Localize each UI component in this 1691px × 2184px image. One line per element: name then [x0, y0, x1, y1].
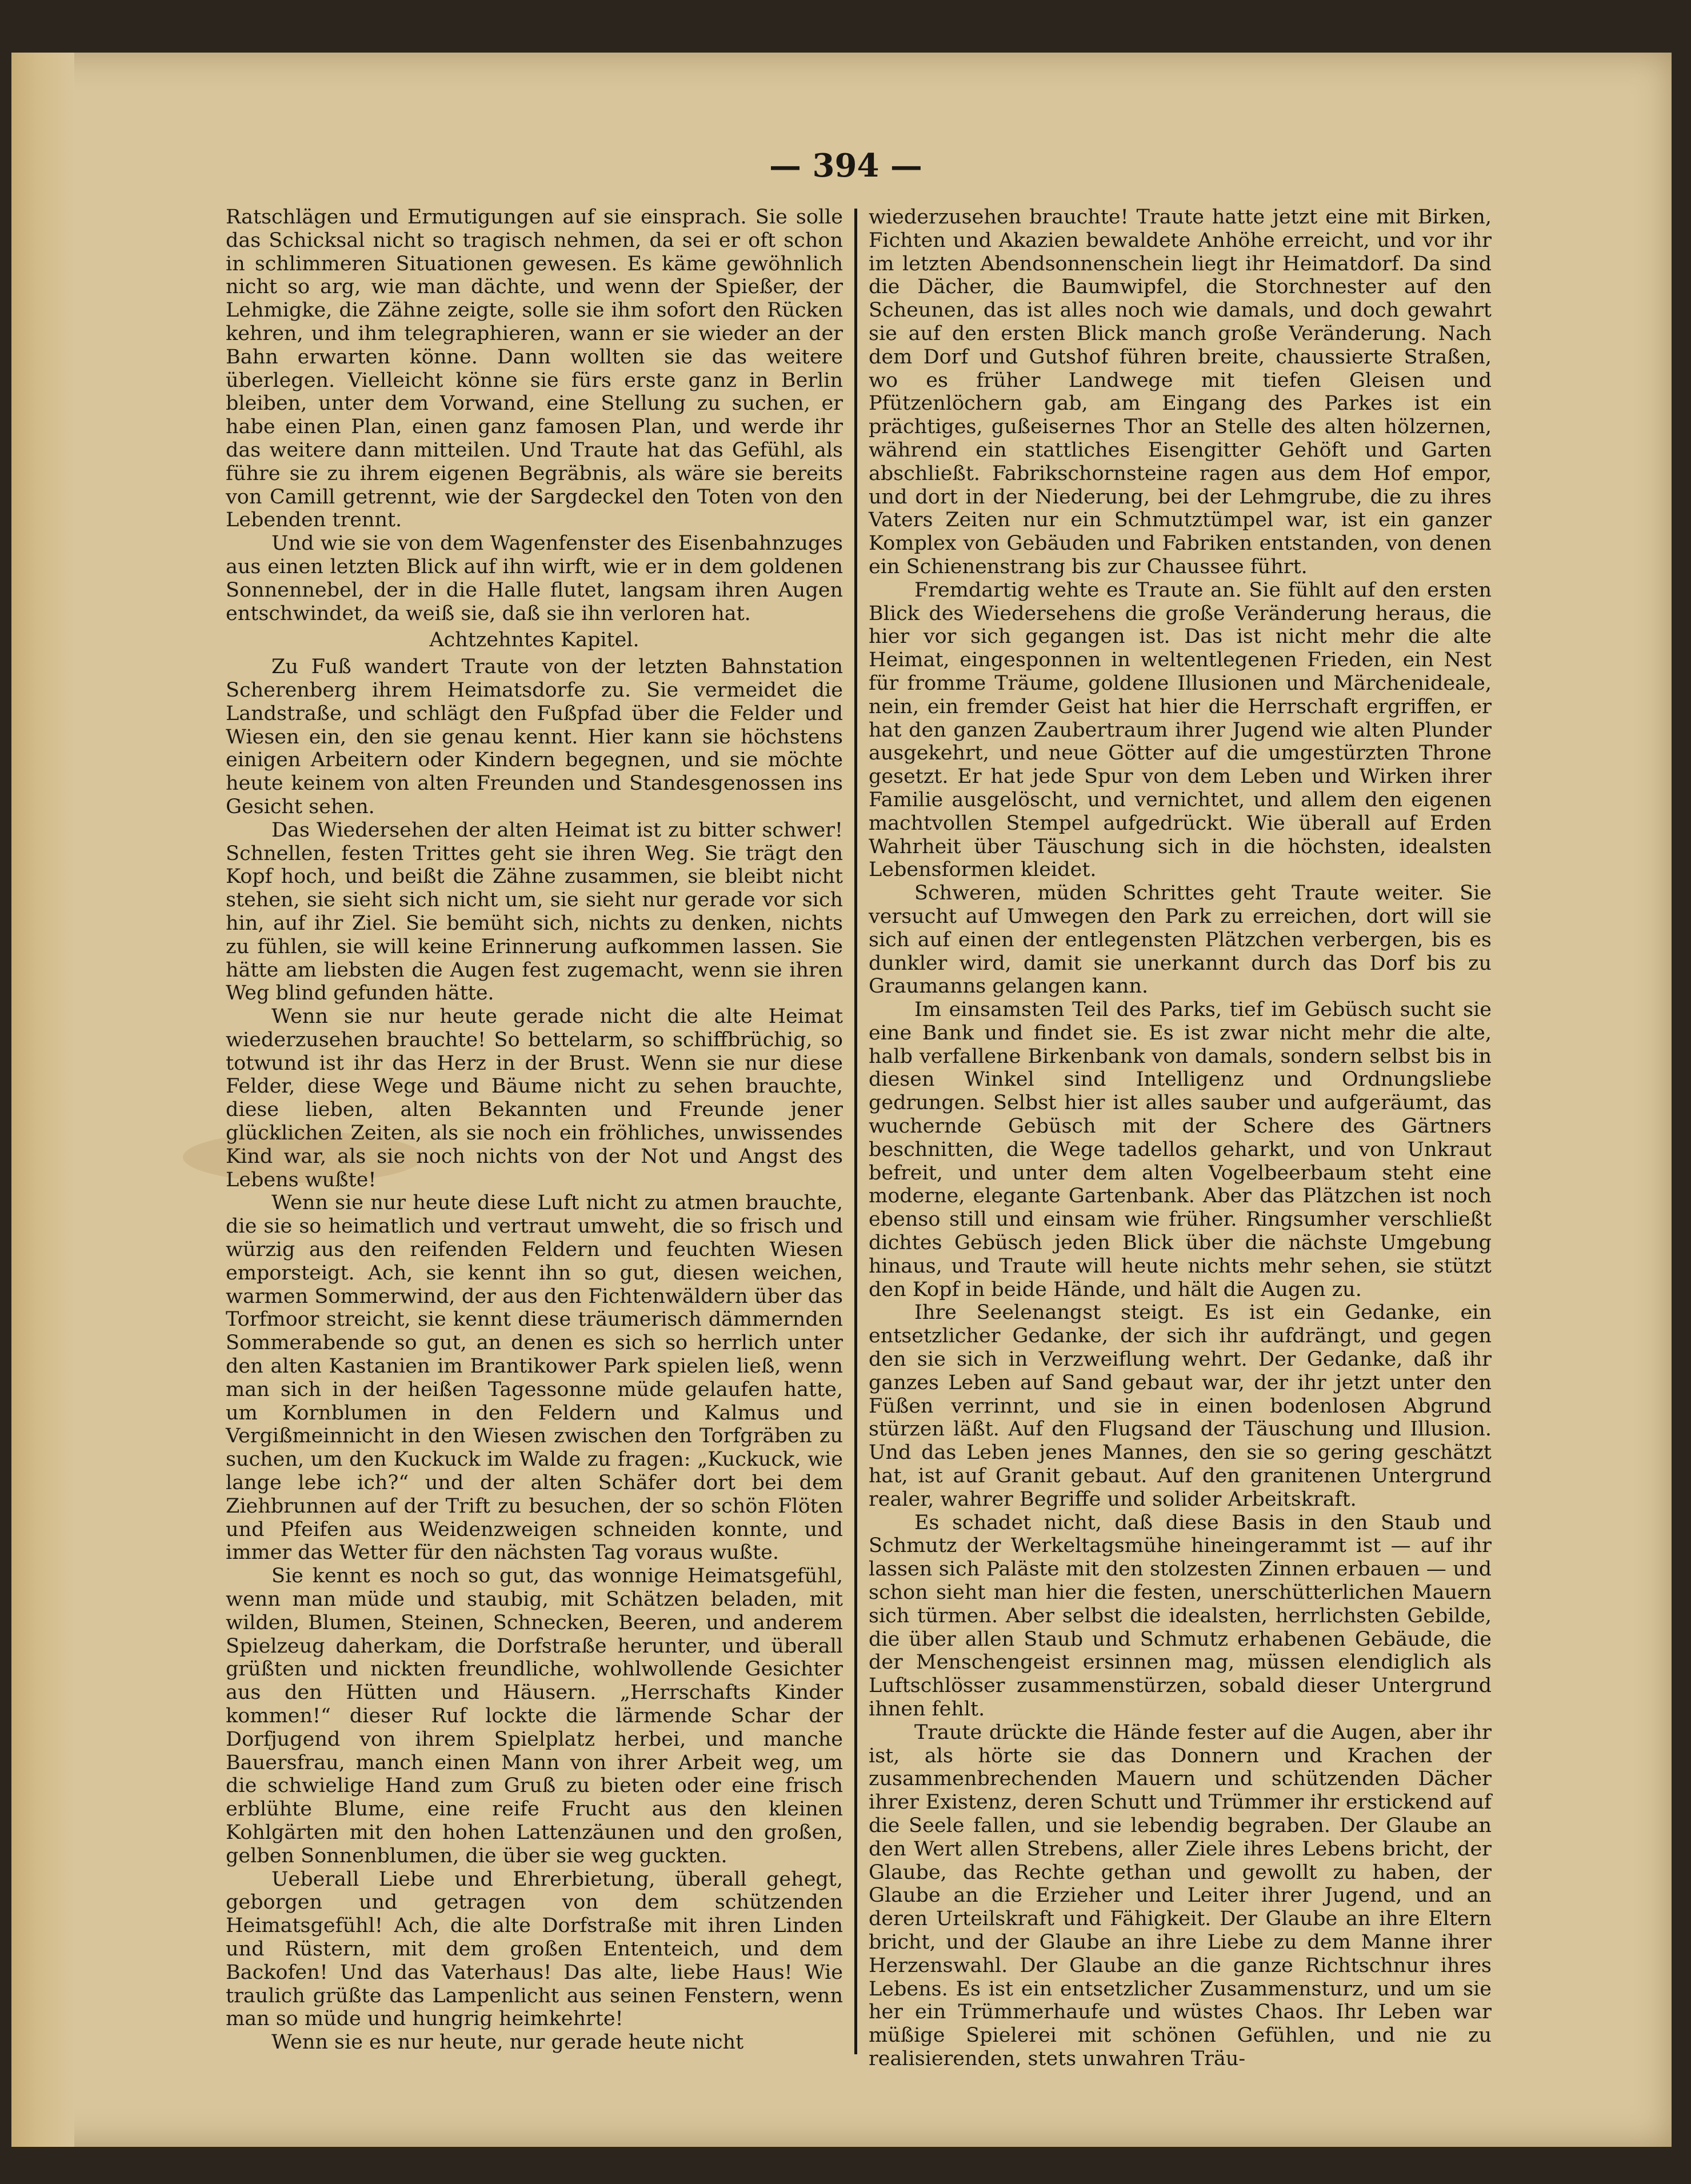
right-text-column	[869, 206, 1492, 2070]
paragraph: Es schadet nicht, daß diese Basis in den Staub und Schmutz der Werkeltagsmühe hineingerammt ist — auf ihr lassen sich Paläste mit den stolzesten Zinnen erbauen — und schon sieht man hier die festen, unerschütterlichen Mauern sich türmen. Aber selbst die idealsten, herrlichsten Gebilde, die über allen Staub und Schmutz erhabenen Gebäude, die der Menschengeist ersinnen mag, müssen elendiglich als Luftschlösser zusammenstürzen, sobald dieser Untergrund ihnen fehlt.	[869, 1511, 1492, 1721]
paragraph: Wenn sie nur heute gerade nicht die alte Heimat wiederzusehen brauchte! So bettelarm, so schiffbrüchig, so totwund ist ihr das Herz in der Brust. Wenn sie nur diese Felder, diese Wege und Bäume nicht zu sehen brauchte, diese lieben, alten Bekannten und Freunde jener glücklichen Zeiten, als sie noch ein fröhliches, unwissendes Kind war, als sie noch nichts von der Not und Angst des Lebens wußte!	[226, 1005, 843, 1191]
paragraph: Wenn sie es nur heute, nur gerade heute nicht	[271, 2031, 744, 2054]
paragraph: Im einsamsten Teil des Parks, tief im Gebüsch sucht sie eine Bank und findet sie. Es ist zwar nicht mehr die alte, halb verfallene Birkenbank von damals, sondern selbst bis in diesen Winkel sind Intelligenz und Ordnungsliebe gedrungen. Selbst hier ist alles sauber und aufgeräumt, das wuchernde Gebüsch mit der Schere des Gärtners beschnitten, die Wege tadellos geharkt, und von Unkraut befreit, und unter dem alten Vogelbeerbaum steht eine moderne, elegante Gartenbank. Aber das Plätzchen ist noch ebenso still und einsam wie früher. Ringsumher verschließt dichtes Gebüsch jeden Blick über die nächste Umgebung hinaus, und Traute will heute nichts mehr sehen, sie stützt den Kopf in beide Hände, und hält die Augen zu.	[869, 998, 1492, 1301]
paragraph: Ratschlägen und Ermutigungen auf sie einsprach. Sie solle das Schicksal nicht so tragisch nehmen, da sei er oft schon in schlimmeren Situationen gewesen. Es käme gewöhnlich nicht so arg, wie man dächte, und wenn der Spießer, der Lehmigke, die Zähne zeigte, solle sie ihm sofort den Rücken kehren, und ihm telegraphieren, wann er sie wieder an der Bahn erwarten könne. Dann wollten sie das weitere überlegen. Vielleicht könne sie fürs erste ganz in Berlin bleiben, unter dem Vorwand, eine Stellung zu suchen, er habe einen Plan, einen ganz famosen Plan, und werde ihr das weitere dann mitteilen. Und Traute hat das Gefühl, als führe sie zu ihrem eigenen Begräbnis, als wäre sie bereits von Camill getrennt, wie der Sargdeckel den Toten von den Lebenden trennt.	[226, 206, 843, 532]
paragraph: Schweren, müden Schrittes geht Traute weiter. Sie versucht auf Umwegen den Park zu erreichen, dort will sie sich auf einen der entlegensten Plätzchen verbergen, bis es dunkler wird, damit sie unerkannt durch das Dorf bis zu Graumanns gelangen kann.	[869, 882, 1492, 998]
left-text-column	[226, 206, 843, 2057]
paragraph: Ihre Seelenangst steigt. Es ist ein Gedanke, ein entsetzlicher Gedanke, der sich ihr aufdrängt, und gegen den sie sich in Verzweiflung wehrt. Der Gedanke, daß ihr ganzes Leben auf Sand gebaut war, der ihr jetzt unter den Füßen verrinnt, und sie in einen bodenlosen Abgrund stürzen läßt. Auf den Flugsand der Täuschung und Illusion. Und das Leben jenes Mannes, den sie so gering geschätzt hat, ist auf Granit gebaut. Auf den granitenen Untergrund realer, wahrer Begriffe und solider Arbeitskraft.	[869, 1301, 1492, 1511]
paragraph: Fremdartig wehte es Traute an. Sie fühlt auf den ersten Blick des Wiedersehens die große Veränderung heraus, die hier vor sich gegangen ist. Das ist nicht mehr die alte Heimat, eingesponnen in weltentlegenen Frieden, ein Nest für fromme Träume, goldene Illusionen und Märchenideale, nein, ein fremder Geist hat hier die Herrschaft ergriffen, er hat den ganzen Zaubertraum ihrer Jugend wie alten Plunder ausgekehrt, und neue Götter auf die umgestürzten Throne gesetzt. Er hat jede Spur von dem Leben und Wirken ihrer Familie ausgelöscht, und vernichtet, und allem den eigenen machtvollen Stempel aufgedrückt. Wie überall auf Erden Wahrheit über Täuschung sich in die höchsten, idealsten Lebensformen kleidet.	[869, 578, 1492, 882]
column-divider	[854, 209, 857, 2054]
paragraph: wiederzusehen brauchte! Traute hatte jetzt eine mit Birken, Fichten und Akazien bewaldete Anhöhe erreicht, und vor ihr im letzten Abendsonnenschein liegt ihr Heimatdorf. Da sind die Dächer, die Baumwipfel, die Storchnester auf den Scheunen, das ist alles noch wie damals, und doch gewahrt sie auf den ersten Blick manch große Veränderung. Nach dem Dorf und Gutshof führen breite, chaussierte Straßen, wo es früher Landwege mit tiefen Gleisen und Pfützenlöchern gab, am Eingang des Parkes ist ein prächtiges, gußeisernes Thor an Stelle des alten hölzernen, während ein stattliches Eisengitter Gehöft und Garten abschließt. Fabrikschornsteine ragen aus dem Hof empor, und dort in der Niederung, bei der Lehmgrube, die zu ihres Vaters Zeiten nur ein Schmutztümpel war, ist ein ganzer Komplex von Gebäuden und Fabriken entstanden, von denen ein Schienenstrang bis zur Chaussee führt.	[869, 206, 1492, 578]
paragraph: Ueberall Liebe und Ehrerbietung, überall gehegt, geborgen und getragen von dem schützenden Heimatsgefühl! Ach, die alte Dorfstraße mit ihren Linden und Rüstern, mit dem großen Ententeich, und dem Backofen! Und das Vaterhaus! Das alte, liebe Haus! Wie traulich grüßte das Lampenlicht aus seinen Fenstern, wenn man so müde und hungrig heimkehrte!	[226, 1867, 843, 2031]
paragraph: Das Wiedersehen der alten Heimat ist zu bitter schwer! Schnellen, festen Trittes geht sie ihren Weg. Sie trägt den Kopf hoch, und beißt die Zähne zusammen, sie bleibt nicht stehen, sie sieht sich nicht um, sie sieht nur gerade vor sich hin, auf ihr Ziel. Sie bemüht sich, nichts zu denken, nichts zu fühlen, sie will keine Erinnerung aufkommen lassen. Sie hätte am liebsten die Augen fest zugemacht, wenn sie ihren Weg blind gefunden hätte.	[226, 818, 843, 1005]
paragraph: Sie kennt es noch so gut, das wonnige Heimatsgefühl, wenn man müde und staubig, mit Schätzen beladen, mit wilden, Blumen, Steinen, Schnecken, Beeren, und anderem Spielzeug daherkam, die Dorfstraße herunter, und überall grüßten und nickten freundliche, wohlwollende Gesichter aus den Hütten und Häusern. „Herrschafts Kinder kommen!“ dieser Ruf lockte die lärmende Schar der Dorfjugend von ihrem Spielplatz herbei, und manche Bauersfrau, manch einen Mann von ihrer Arbeit weg, um die schwielige Hand zum Gruß zu bieten oder eine frisch erblühte Blume, eine reife Frucht aus den kleinen Kohlgärten mit den hohen Lattenzäunen und den großen, gelben Sonnenblumen, die über sie weg guckten.	[226, 1565, 843, 1867]
chapter-heading: Achtzehntes Kapitel.	[429, 629, 639, 652]
paragraph: Und wie sie von dem Wagenfenster des Eisenbahnzuges aus einen letzten Blick auf ihn wirft, wie er in dem goldenen Sonnennebel, der in die Halle flutet, langsam ihren Augen entschwindet, da weiß sie, daß sie ihn verloren hat.	[226, 532, 843, 625]
paragraph: Wenn sie nur heute diese Luft nicht zu atmen brauchte, die sie so heimatlich und vertraut umweht, die so frisch und würzig aus den reifenden Feldern und feuchten Wiesen emporsteigt. Ach, sie kennt ihn so gut, diesen weichen, warmen Sommerwind, der aus den Fichtenwäldern über das Torfmoor streicht, sie kennt diese träumerisch dämmernden Sommerabende so gut, an denen es sich so herrlich unter den alten Kastanien im Brantikower Park spielen ließ, wenn man sich in der heißen Tagessonne müde gelaufen hatte, um Kornblumen in den Feldern und Kalmus und Vergißmeinnicht in den Wiesen zwischen den Torfgräben zu suchen, um den Kuckuck im Walde zu fragen: „Kuckuck, wie lange lebe ich?“ und der alten Schäfer dort bei dem Ziehbrunnen auf der Trift zu besuchen, der so schön Flöten und Pfeifen aus Weidenzweigen schneiden konnte, und immer das Wetter für den nächsten Tag voraus wußte.	[226, 1191, 843, 1565]
paragraph: Zu Fuß wandert Traute von der letzten Bahnstation Scherenberg ihrem Heimatsdorfe zu. Sie vermeidet die Landstraße, und schlägt den Fußpfad über die Felder und Wiesen ein, den sie genau kennt. Hier kann sie höchstens einigen Arbeitern oder Kindern begegnen, und sie möchte heute keinem von alten Freunden und Standesgenossen ins Gesicht sehen.	[226, 655, 843, 818]
page-number: — 394 —	[769, 147, 922, 185]
page-gutter-edge	[11, 53, 74, 2147]
paragraph: Traute drückte die Hände fester auf die Augen, aber ihr ist, als hörte sie das Donnern und Krachen der zusammenbrechenden Mauern und schützenden Dächer ihrer Existenz, deren Schutt und Trümmer ihr erstickend auf die Seele fallen, und sie lebendig begraben. Der Glaube an den Wert allen Strebens, aller Ziele ihres Lebens bricht, der Glaube, das Rechte gethan und gewollt zu haben, der Glaube an die Erzieher und Leiter ihrer Jugend, und an deren Urteilskraft und Fähigkeit. Der Glaube an ihre Eltern bricht, und der Glaube an ihre Liebe zu dem Manne ihrer Herzenswahl. Der Glaube an die ganze Richtschnur ihres Lebens. Es ist ein entsetzlicher Zusammensturz, und um sie her ein Trümmerhaufe und wüstes Chaos. Ihr Leben war müßige Spielerei mit schönen Gefühlen, und nie zu realisierenden, stets unwahren Träu-	[869, 1721, 1492, 2070]
